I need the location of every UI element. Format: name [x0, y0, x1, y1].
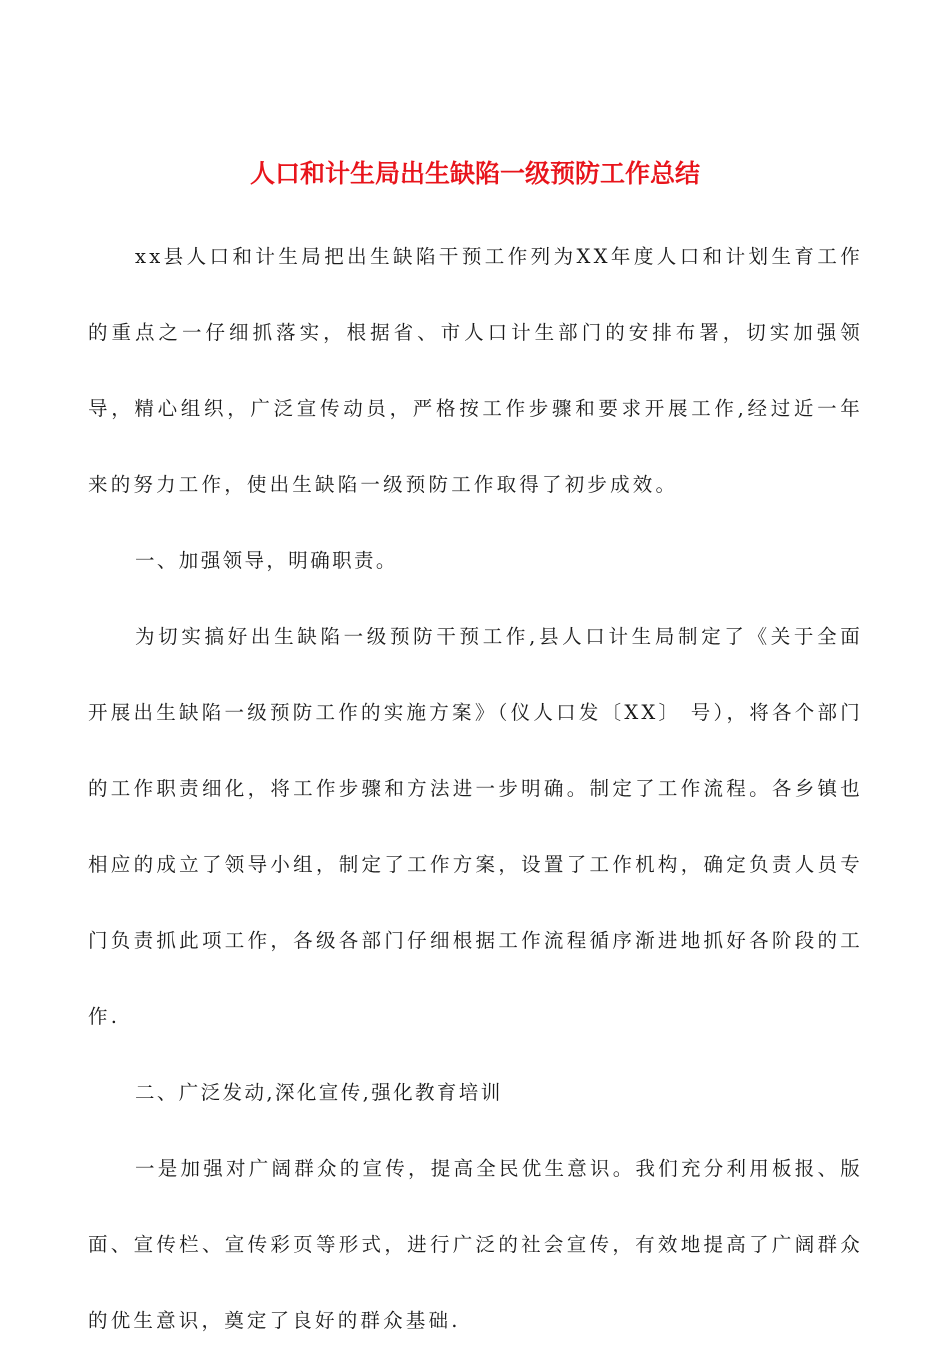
section-heading-2: 二、广泛发动,深化宣传,强化教育培训 — [135, 1081, 503, 1104]
paragraph-section-2: 一是加强对广阔群众的宣传，提高全民优生意识。我们充分利用板报、版面、宣传栏、宣传彩页等形式，进行广泛的社会宣传，有效地提高了广阔群众的优生意识，奠定了良好的群众基础. — [88, 1157, 863, 1332]
paragraph-intro: xx县人口和计生局把出生缺陷干预工作列为XX年度人口和计划生育工作的重点之一仔细抓落实，根据省、市人口计生部门的安排布署，切实加强领导，精心组织，广泛宣传动员，严格按工作步骤和要求开展工作,经过近一年来的努力工作，使出生缺陷一级预防工作取得了初步成效。 — [88, 245, 863, 496]
section-heading-1: 一、加强领导，明确职责。 — [135, 549, 398, 572]
document-title: 人口和计生局出生缺陷一级预防工作总结 — [249, 159, 700, 188]
document-body — [88, 219, 863, 1359]
paragraph-section-1: 为切实搞好出生缺陷一级预防干预工作,县人口计生局制定了《关于全面开展出生缺陷一级预防工作的实施方案》（仪人口发〔XX〕 号），将各个部门的工作职责细化，将工作步骤和方法进一步明确。制定了工作流程。各乡镇也相应的成立了领导小组，制定了工作方案，设置了工作机构，确定负责人员专门负责抓此项工作，各级各部门仔细根据工作流程循序渐进地抓好各阶段的工作. — [88, 625, 863, 1028]
